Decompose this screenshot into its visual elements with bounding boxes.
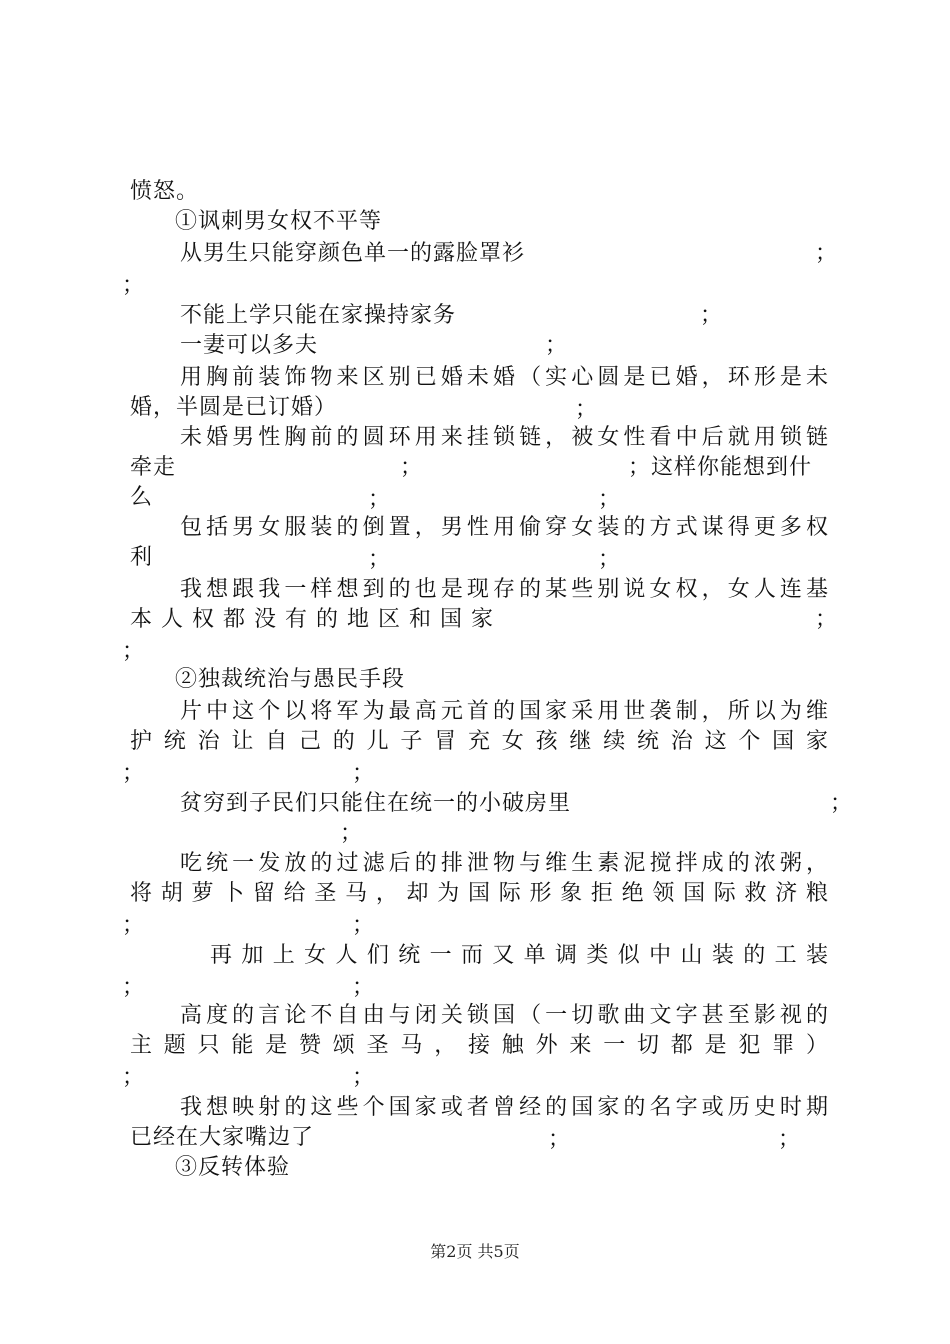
text-line: 利 [130,545,154,570]
semicolon: ； [548,1127,571,1152]
semicolon: ； [368,487,391,512]
text-line: 牵走 [130,455,177,480]
text-line: 我想跟我一样想到的也是现存的某些别说女权，女人连基 [180,577,830,602]
text-line: 主题只能是赞颂圣马，接触外来一切都是犯罪） [130,1033,830,1058]
text-line: 将胡萝卜留给圣马，却为国际形象拒绝领国际救济粮 [130,881,830,906]
semicolon: ； [352,1065,375,1090]
text-line: 用胸前装饰物来区别已婚未婚（实心圆是已婚，环形是未 [180,365,830,390]
semicolon: ； [815,607,838,632]
semicolon: ； [778,1127,801,1152]
text-line: 从男生只能穿颜色单一的露脸罩衫 [180,241,526,266]
semicolon: ； [545,333,568,358]
semicolon: ； [598,547,621,572]
text-line: 包括男女服装的倒置，男性用偷穿女装的方式谋得更多权 [180,515,830,540]
semicolon: ； [122,761,145,786]
semicolon: ； [340,821,363,846]
text-line: 高度的言论不自由与闭关锁国（一切歌曲文字甚至影视的 [180,1003,830,1028]
semicolon: ； [352,761,375,786]
semicolon: ； [598,487,621,512]
semicolon: ； [400,455,423,480]
text-line: ；这样你能想到什 [628,455,813,480]
semicolon: ； [122,639,145,664]
semicolon: ； [830,791,853,816]
text-line: 本人权都没有的地区和国家 [130,607,503,632]
semicolon: ； [815,241,838,266]
text-line: 贫穷到子民们只能住在统一的小破房里 [180,791,572,816]
section-heading: ③反转体验 [175,1155,291,1180]
semicolon: ； [700,303,723,328]
section-heading: ②独裁统治与愚民手段 [175,667,406,692]
text-line: 再加上女人们统一而又单调类似中山装的工装 [210,943,830,968]
semicolon: ； [352,975,375,1000]
text-line: 一妻可以多夫 [180,333,319,358]
semicolon: ； [122,273,145,298]
page-footer: 第2页 共5页 [430,1242,520,1261]
text-line: 片中这个以将军为最高元首的国家采用世袭制，所以为维 [180,699,830,724]
text-line: 护统治让自己的儿子冒充女孩继续统治这个国家 [130,729,830,754]
semicolon: ； [352,913,375,938]
text-line: 吃统一发放的过滤后的排泄物与维生素泥搅拌成的浓粥， [180,851,830,876]
semicolon: ； [122,975,145,1000]
text-line: 婚，半圆是已订婚） [130,395,338,420]
text-line: 已经在大家嘴边了 [130,1125,315,1150]
section-heading: ①讽刺男女权不平等 [175,209,383,234]
text-line: 我想映射的这些个国家或者曾经的国家的名字或历史时期 [180,1095,830,1120]
semicolon: ； [122,913,145,938]
text-line: 么 [130,485,154,510]
text-line: 不能上学只能在家操持家务 [180,303,457,328]
text-line: 未婚男性胸前的圆环用来挂锁链，被女性看中后就用锁链 [180,425,830,450]
semicolon: ； [368,547,391,572]
semicolon: ； [122,1065,145,1090]
semicolon: ； [575,397,598,422]
text-line: 愤怒。 [130,179,200,204]
